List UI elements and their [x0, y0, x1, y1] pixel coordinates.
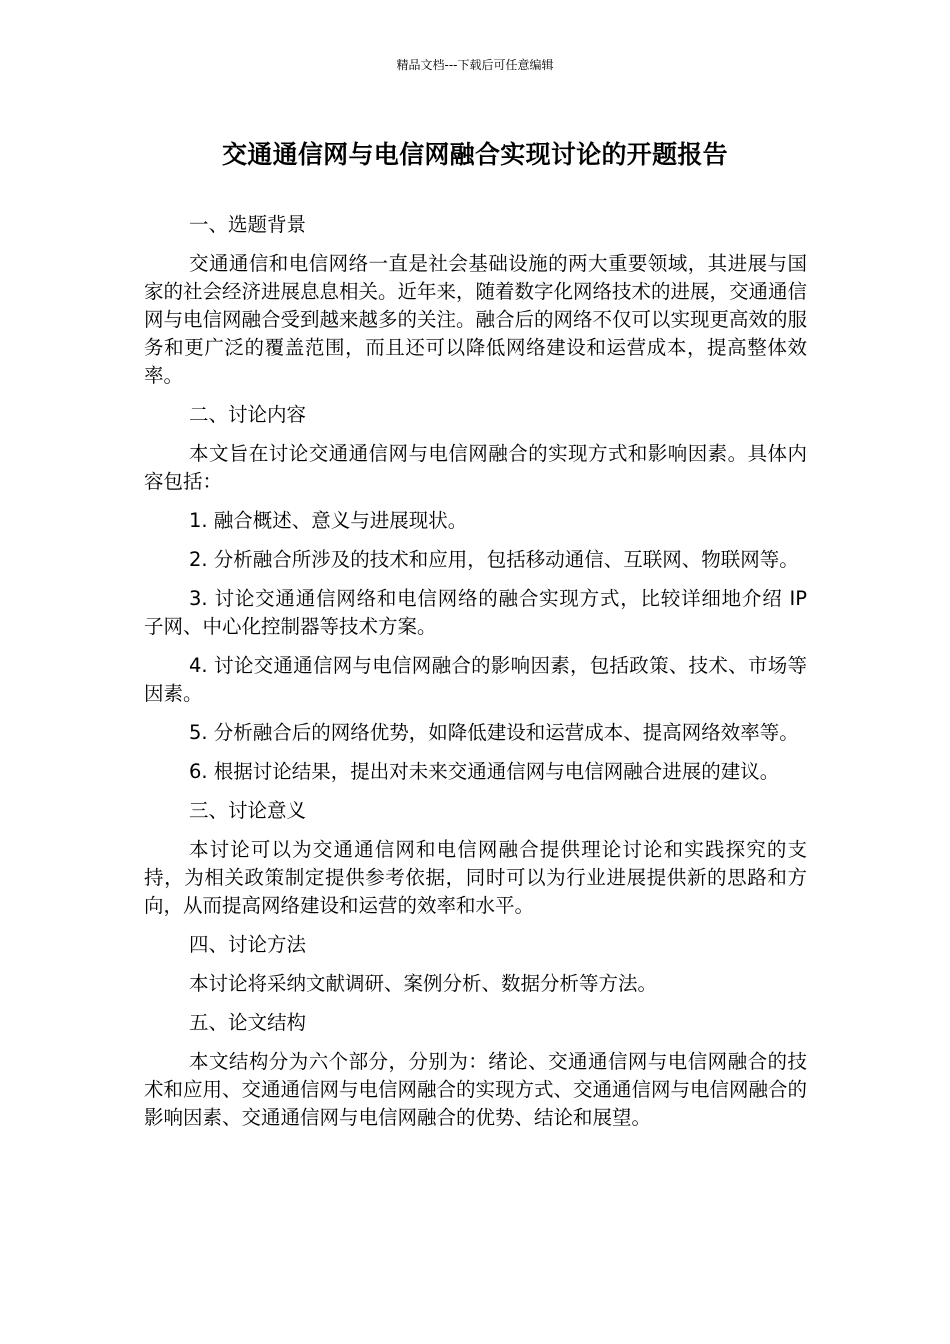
section-heading-structure: 五、论文结构: [189, 1011, 307, 1034]
structure-paragraph: 本文结构分为六个部分，分别为：绪论、交通通信网与电信网融合的技术和应用、交通通信网与电信网融合的实现方式、交通通信网与电信网融合的影响因素、交通通信网与电信网融合的优势、结论和展望。: [144, 1050, 808, 1129]
content-list-item-6: 6. 根据讨论结果，提出对未来交通通信网与电信网融合进展的建议。: [189, 760, 780, 783]
content-list-item-2: 2. 分析融合所涉及的技术和应用，包括移动通信、互联网、物联网等。: [189, 548, 799, 571]
document-body: [144, 211, 807, 1143]
content-intro-paragraph: 本文旨在讨论交通通信网与电信网融合的实现方式和影响因素。具体内容包括：: [144, 442, 807, 493]
content-list-item-4: 4. 讨论交通通信网与电信网融合的影响因素，包括政策、技术、市场等因素。: [144, 654, 807, 705]
header-note: 精品文档---下载后可任意编辑: [396, 58, 554, 72]
content-list-item-5: 5. 分析融合后的网络优势，如降低建设和运营成本、提高网络效率等。: [189, 721, 799, 744]
section-heading-background: 一、选题背景: [189, 213, 307, 236]
section-heading-content: 二、讨论内容: [189, 403, 307, 426]
section-heading-significance: 三、讨论意义: [189, 799, 307, 822]
document-title: 交通通信网与电信网融合实现讨论的开题报告: [221, 140, 728, 169]
content-list-item-1: 1. 融合概述、意义与进展现状。: [189, 509, 468, 532]
methods-paragraph: 本讨论将采纳文献调研、案例分析、数据分析等方法。: [189, 972, 658, 995]
section-heading-methods: 四、讨论方法: [189, 933, 307, 956]
significance-paragraph: 本讨论可以为交通通信网和电信网融合提供理论讨论和实践探究的支持，为相关政策制定提供参考依据，同时可以为行业进展提供新的思路和方向，从而提高网络建设和运营的效率和水平。: [144, 838, 807, 917]
content-list-item-3: 3. 讨论交通通信网络和电信网络的融合实现方式，比较详细地介绍 IP 子网、中心化控制器等技术方案。: [144, 587, 807, 638]
background-paragraph: 交通通信和电信网络一直是社会基础设施的两大重要领域，其进展与国家的社会经济进展息息相关。近年来，随着数字化网络技术的进展，交通通信网与电信网融合受到越来越多的关注。融合后的网络不仅可以实现更高效的服务和更广泛的覆盖范围，而且还可以降低网络建设和运营成本，提高整体效率。: [144, 252, 808, 387]
